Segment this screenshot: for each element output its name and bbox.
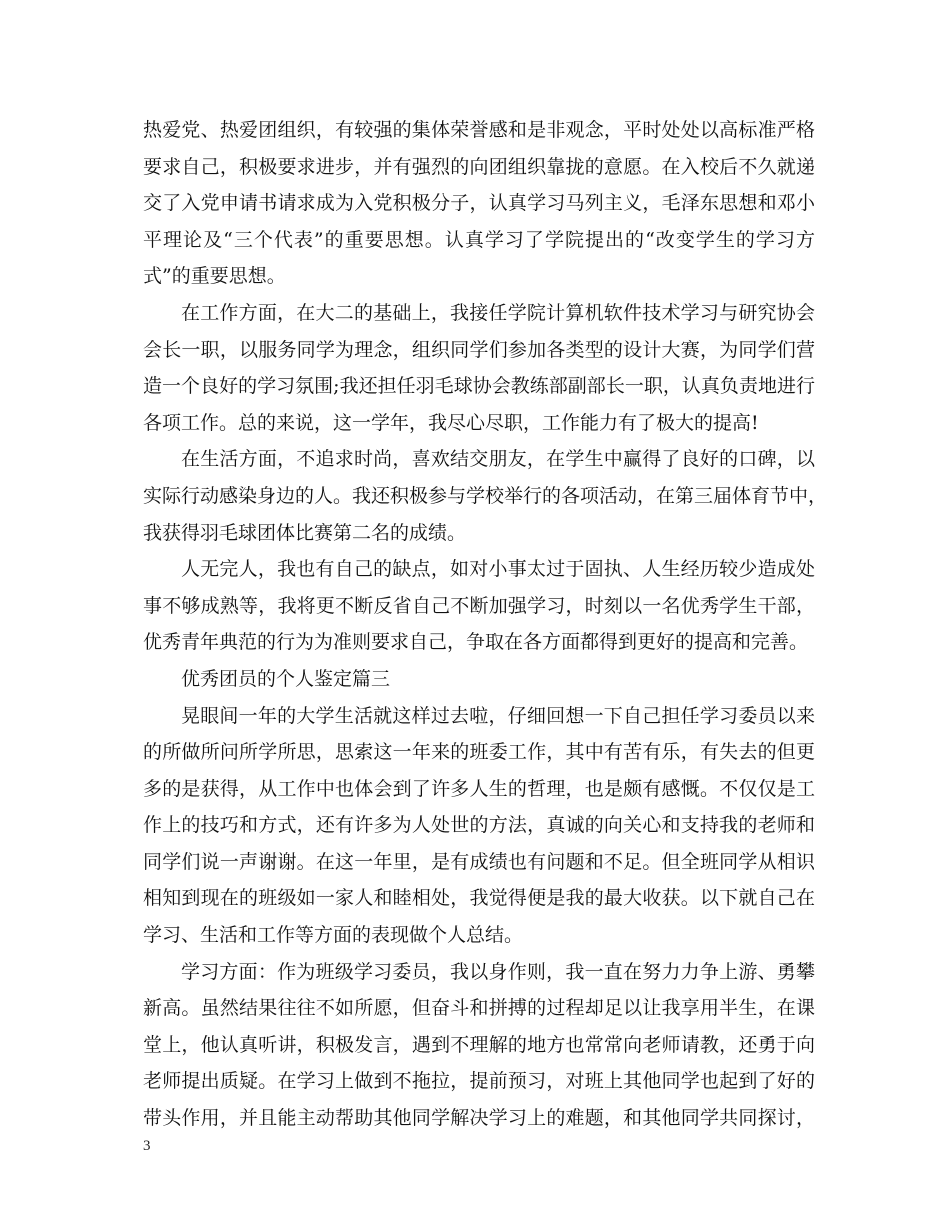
- text-line: 要求自己，积极要求进步，并有强烈的向团组织靠拢的意愿。在入校后不久就递: [143, 155, 815, 178]
- text-line: 交了入党申请书请求成为入党积极分子，认真学习马列主义，毛泽东思想和邓小: [143, 192, 815, 215]
- text-line: 的所做所问所学所思，思索这一年来的班委工作，其中有苦有乐，有失去的但更: [143, 741, 815, 764]
- text-line: 造一个良好的学习氛围;我还担任羽毛球协会教练部副部长一职，认真负责地进行: [143, 375, 815, 398]
- text-line: 优秀团员的个人鉴定篇三: [181, 667, 391, 690]
- text-line: 在工作方面，在大二的基础上，我接任学院计算机软件技术学习与研究协会: [181, 301, 815, 324]
- text-line: 晃眼间一年的大学生活就这样过去啦，仔细回想一下自己担任学习委员以来: [181, 704, 815, 727]
- text-line: 实际行动感染身边的人。我还积极参与学校举行的各项活动，在第三届体育节中，: [143, 484, 828, 507]
- text-line: 人无完人，我也有自己的缺点，如对小事太过于固执、人生经历较少造成处: [181, 558, 815, 581]
- text-line: 多的是获得，从工作中也体会到了许多人生的哲理，也是颇有感慨。不仅仅是工: [143, 777, 815, 800]
- text-line: 老师提出质疑。在学习上做到不拖拉，提前预习，对班上其他同学也起到了好的: [143, 1070, 815, 1093]
- text-line: 优秀青年典范的行为为准则要求自己，争取在各方面都得到更好的提高和完善。: [143, 631, 809, 654]
- text-line: 带头作用，并且能主动帮助其他同学解决学习上的难题，和其他同学共同探讨，: [143, 1107, 815, 1130]
- text-line: 各项工作。总的来说，这一学年，我尽心尽职，工作能力有了极大的提高!: [143, 411, 759, 434]
- text-line: 相知到现在的班级如一家人和睦相处，我觉得便是我的最大收获。以下就自己在: [143, 887, 815, 910]
- text-line: 学习方面：作为班级学习委员，我以身作则，我一直在努力力争上游、勇攀: [181, 960, 815, 983]
- text-line: 学习、生活和工作等方面的表现做个人总结。: [143, 924, 524, 947]
- text-line: 会长一职，以服务同学为理念，组织同学们参加各类型的设计大赛，为同学们营: [143, 338, 815, 361]
- page-number: 3: [143, 1138, 151, 1154]
- text-line: 新高。虽然结果往往不如所愿，但奋斗和拼搏的过程却足以让我享用半生，在课: [143, 997, 815, 1020]
- text-line: 同学们说一声谢谢。在这一年里，是有成绩也有问题和不足。但全班同学从相识: [143, 850, 815, 873]
- text-line: 事不够成熟等，我将更不断反省自己不断加强学习，时刻以一名优秀学生干部，: [143, 594, 815, 617]
- text-line: 热爱党、热爱团组织，有较强的集体荣誉感和是非观念，平时处处以高标准严格: [143, 119, 815, 141]
- text-line: 作上的技巧和方式，还有许多为人处世的方法，真诚的向关心和支持我的老师和: [143, 814, 815, 837]
- text-line: 平理论及“三个代表”的重要思想。认真学习了学院提出的“改变学生的学习方: [143, 228, 815, 251]
- text-line: 堂上，他认真听讲，积极发言，遇到不理解的地方也常常向老师请教，还勇于向: [143, 1033, 815, 1056]
- text-line: 我获得羽毛球团体比赛第二名的成绩。: [143, 521, 467, 544]
- document-body: [143, 112, 828, 1137]
- text-line: 式”的重要思想。: [143, 265, 286, 288]
- text-line: 在生活方面，不追求时尚，喜欢结交朋友，在学生中赢得了良好的口碑，以: [181, 448, 815, 471]
